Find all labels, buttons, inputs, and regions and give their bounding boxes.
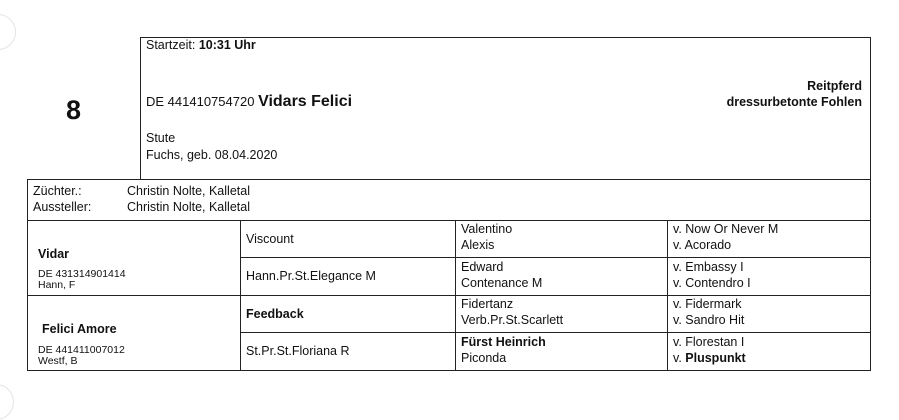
outer-right-border <box>870 37 871 371</box>
sire-name: Vidar <box>38 247 70 261</box>
breeder-label: Züchter.: <box>33 184 82 198</box>
g4-4b <box>673 351 746 365</box>
g3-3b: Verb.Pr.St.Scarlett <box>461 313 564 327</box>
horse-sex: Stute <box>146 131 176 145</box>
g3-4a: Fürst Heinrich <box>461 335 546 349</box>
g3-2b: Contenance M <box>461 276 543 290</box>
category-line-1: Reitpferd <box>807 79 862 93</box>
horse-line <box>146 93 352 111</box>
g4-4b-prefix: v. <box>673 351 686 365</box>
start-label: Startzeit: <box>146 38 196 52</box>
g4-3b: v. Sandro Hit <box>673 313 745 327</box>
row-divider-main <box>27 295 871 296</box>
exhibitor-value: Christin Nolte, Kalletal <box>127 200 250 214</box>
g4-2b: v. Contendro I <box>673 276 751 290</box>
outer-left-border <box>27 179 28 371</box>
header-bottom-border <box>27 179 871 180</box>
g2-dam-dam: St.Pr.St.Floriana R <box>246 344 350 358</box>
header-left-border <box>140 37 141 179</box>
g3-2a: Edward <box>461 260 504 274</box>
sire-id: DE 431314901414 <box>38 268 126 280</box>
g4-1b: v. Acorado <box>673 238 732 252</box>
exhibitor-label: Aussteller: <box>33 200 92 214</box>
table-bottom-border <box>27 370 871 371</box>
g4-4b-name: Pluspunkt <box>685 351 746 365</box>
start-time-line <box>146 38 256 52</box>
g2-sire-dam: Hann.Pr.St.Elegance M <box>246 269 376 283</box>
g3-3a: Fidertanz <box>461 297 514 311</box>
sire-breed: Hann, F <box>38 279 76 291</box>
dam-name: Felici Amore <box>42 322 117 336</box>
row-divider-dam <box>240 332 871 333</box>
horse-color-birth: Fuchs, geb. 08.04.2020 <box>146 148 278 162</box>
g3-1b: Alexis <box>461 238 495 252</box>
category-line-2: dressurbetonte Fohlen <box>726 95 862 109</box>
g2-sire-sire: Viscount <box>246 232 294 246</box>
scan-artifact <box>0 384 14 420</box>
row-divider-sire <box>240 257 871 258</box>
g4-1a: v. Now Or Never M <box>673 222 779 236</box>
horse-name: Vidars Felici <box>258 93 353 110</box>
g4-3a: v. Fidermark <box>673 297 742 311</box>
dam-breed: Westf, B <box>38 355 78 367</box>
g3-4b: Piconda <box>461 351 507 365</box>
scan-artifact <box>0 14 16 50</box>
people-bottom-border <box>27 220 871 221</box>
g2-dam-sire: Feedback <box>246 307 304 321</box>
g3-1a: Valentino <box>461 222 513 236</box>
g4-2a: v. Embassy I <box>673 260 744 274</box>
start-time: 10:31 Uhr <box>198 38 256 52</box>
horse-id: DE 441410754720 <box>146 94 255 109</box>
breeder-value: Christin Nolte, Kalletal <box>127 184 250 198</box>
entry-number: 8 <box>66 95 82 125</box>
g4-4a: v. Florestan I <box>673 335 745 349</box>
dam-id: DE 441411007012 <box>38 344 125 356</box>
